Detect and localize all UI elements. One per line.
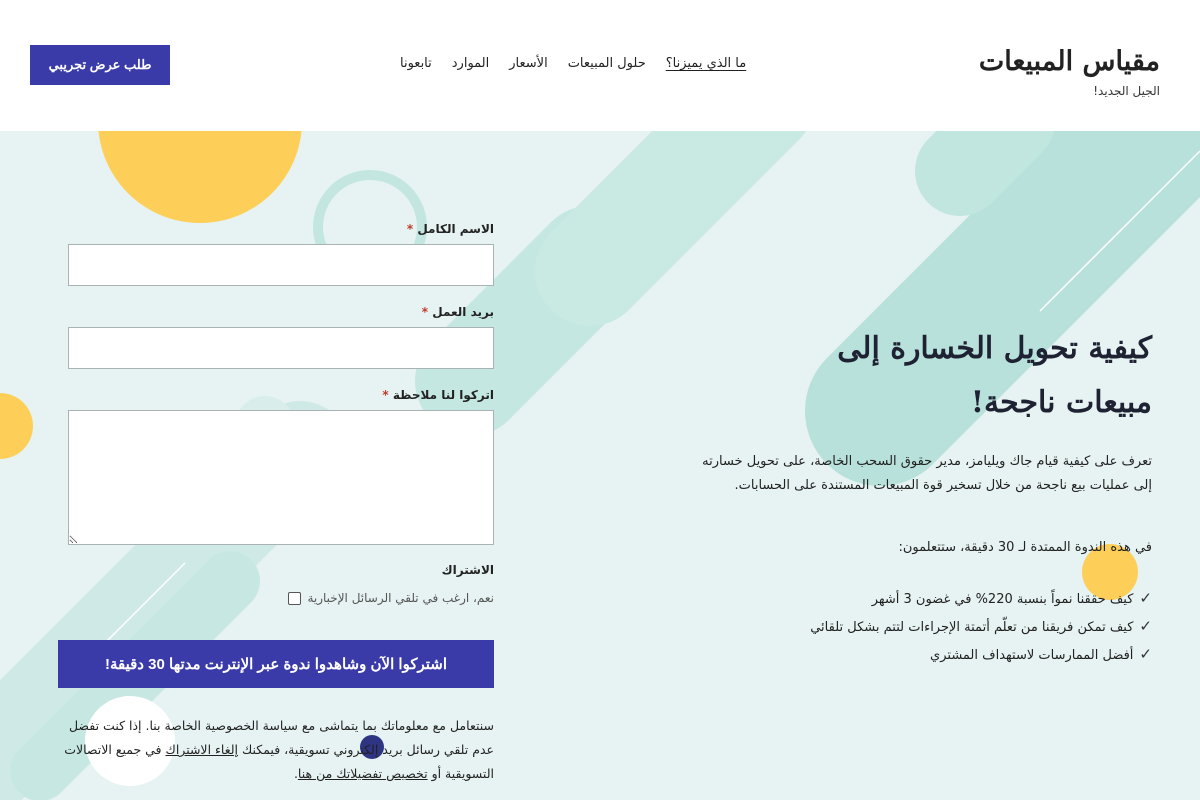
newsletter-option[interactable] xyxy=(68,591,494,605)
newsletter-option-label: نعم، ارغب في تلقي الرسائل الإخبارية xyxy=(307,591,494,605)
unsubscribe-link[interactable]: إلغاء الاشتراك xyxy=(165,742,239,757)
page-title xyxy=(692,322,1152,430)
headline-line-2: مبيعات ناجحة! xyxy=(970,385,1152,420)
check-icon: ✓ xyxy=(1139,645,1152,663)
nav-item-why-us[interactable]: ما الذي يميزنا؟ xyxy=(665,56,747,71)
email-label xyxy=(68,305,494,319)
request-demo-button[interactable]: طلب عرض تجريبي xyxy=(30,45,170,85)
intro-text: تعرف على كيفية قيام جاك ويليامز، مدير حقوق السحب الخاصة، على تحويل خسارته إلى عمليات بيع ناجحة من خلال تسخير قوة المبيعات المستندة على الحسابات. xyxy=(702,454,1152,493)
list-item-text: أفضل الممارسات لاستهداف المشتري xyxy=(930,648,1134,663)
site-header xyxy=(0,0,1200,131)
nav-item-resources[interactable]: الموارد xyxy=(451,56,490,71)
full-name-input[interactable] xyxy=(68,244,494,286)
privacy-text-before: سنتعامل مع معلوماتك بما يتماشى مع سياسة الخصوصية الخاصة بنا. إذا كنت تفضل عدم تلقي رسائل بريد إلكتروني تسويقية، فيمكنك xyxy=(68,718,494,757)
learning-points xyxy=(692,585,1152,669)
full-name-label-text: الاسم الكامل xyxy=(417,222,494,236)
privacy-text-after: . xyxy=(293,766,298,781)
nav-item-follow-us[interactable]: تابعونا xyxy=(400,56,432,71)
note-label xyxy=(68,388,494,402)
required-mark: * xyxy=(406,222,414,236)
brand-name: مقياس المبيعات xyxy=(978,46,1160,77)
customize-preferences-link[interactable]: تخصيص تفضيلاتك من هنا xyxy=(297,766,428,781)
check-icon: ✓ xyxy=(1139,617,1152,635)
note-textarea[interactable] xyxy=(68,410,494,545)
list-item xyxy=(692,641,1152,669)
webinar-info xyxy=(692,322,1152,669)
required-mark: * xyxy=(382,388,389,402)
full-name-label xyxy=(68,222,494,236)
nav-item-sales-solutions[interactable]: حلول المبيعات xyxy=(567,56,646,71)
headline-line-1: كيفية تحويل الخسارة إلى xyxy=(837,331,1152,366)
note-group xyxy=(68,388,494,545)
privacy-text-middle: في جميع الاتصالات التسويقية أو xyxy=(64,742,494,781)
email-input[interactable] xyxy=(68,327,494,369)
required-mark: * xyxy=(421,305,429,319)
brand-tagline: الجيل الجديد! xyxy=(1093,84,1160,98)
main-nav xyxy=(400,56,746,71)
privacy-notice xyxy=(58,714,494,786)
brand[interactable] xyxy=(979,44,1160,98)
check-icon: ✓ xyxy=(1139,589,1152,607)
nav-item-pricing[interactable]: الأسعار xyxy=(509,56,548,71)
learn-heading: في هذه الندوة الممتدة لـ 30 دقيقة، ستتعلمون: xyxy=(898,540,1152,555)
list-item-text: كيف تمكن فريقنا من تعلّم أتمتة الإجراءات لتتم بشكل تلقائي xyxy=(810,620,1134,635)
list-item xyxy=(692,613,1152,641)
signup-form xyxy=(68,222,494,605)
newsletter-checkbox[interactable] xyxy=(288,592,301,605)
full-name-group xyxy=(68,222,494,286)
list-item xyxy=(692,585,1152,613)
subscription-label: الاشتراك xyxy=(441,563,494,577)
list-item-text: كيف حققنا نمواً بنسبة 220% في غضون 3 أشهر xyxy=(871,592,1134,607)
note-label-text: اتركوا لنا ملاحظة xyxy=(392,388,494,402)
email-group xyxy=(68,305,494,369)
subscribe-submit-button[interactable]: اشتركوا الآن وشاهدوا ندوة عبر الإنترنت مدتها 30 دقيقة! xyxy=(58,640,494,688)
email-label-text: بريد العمل xyxy=(432,305,494,319)
